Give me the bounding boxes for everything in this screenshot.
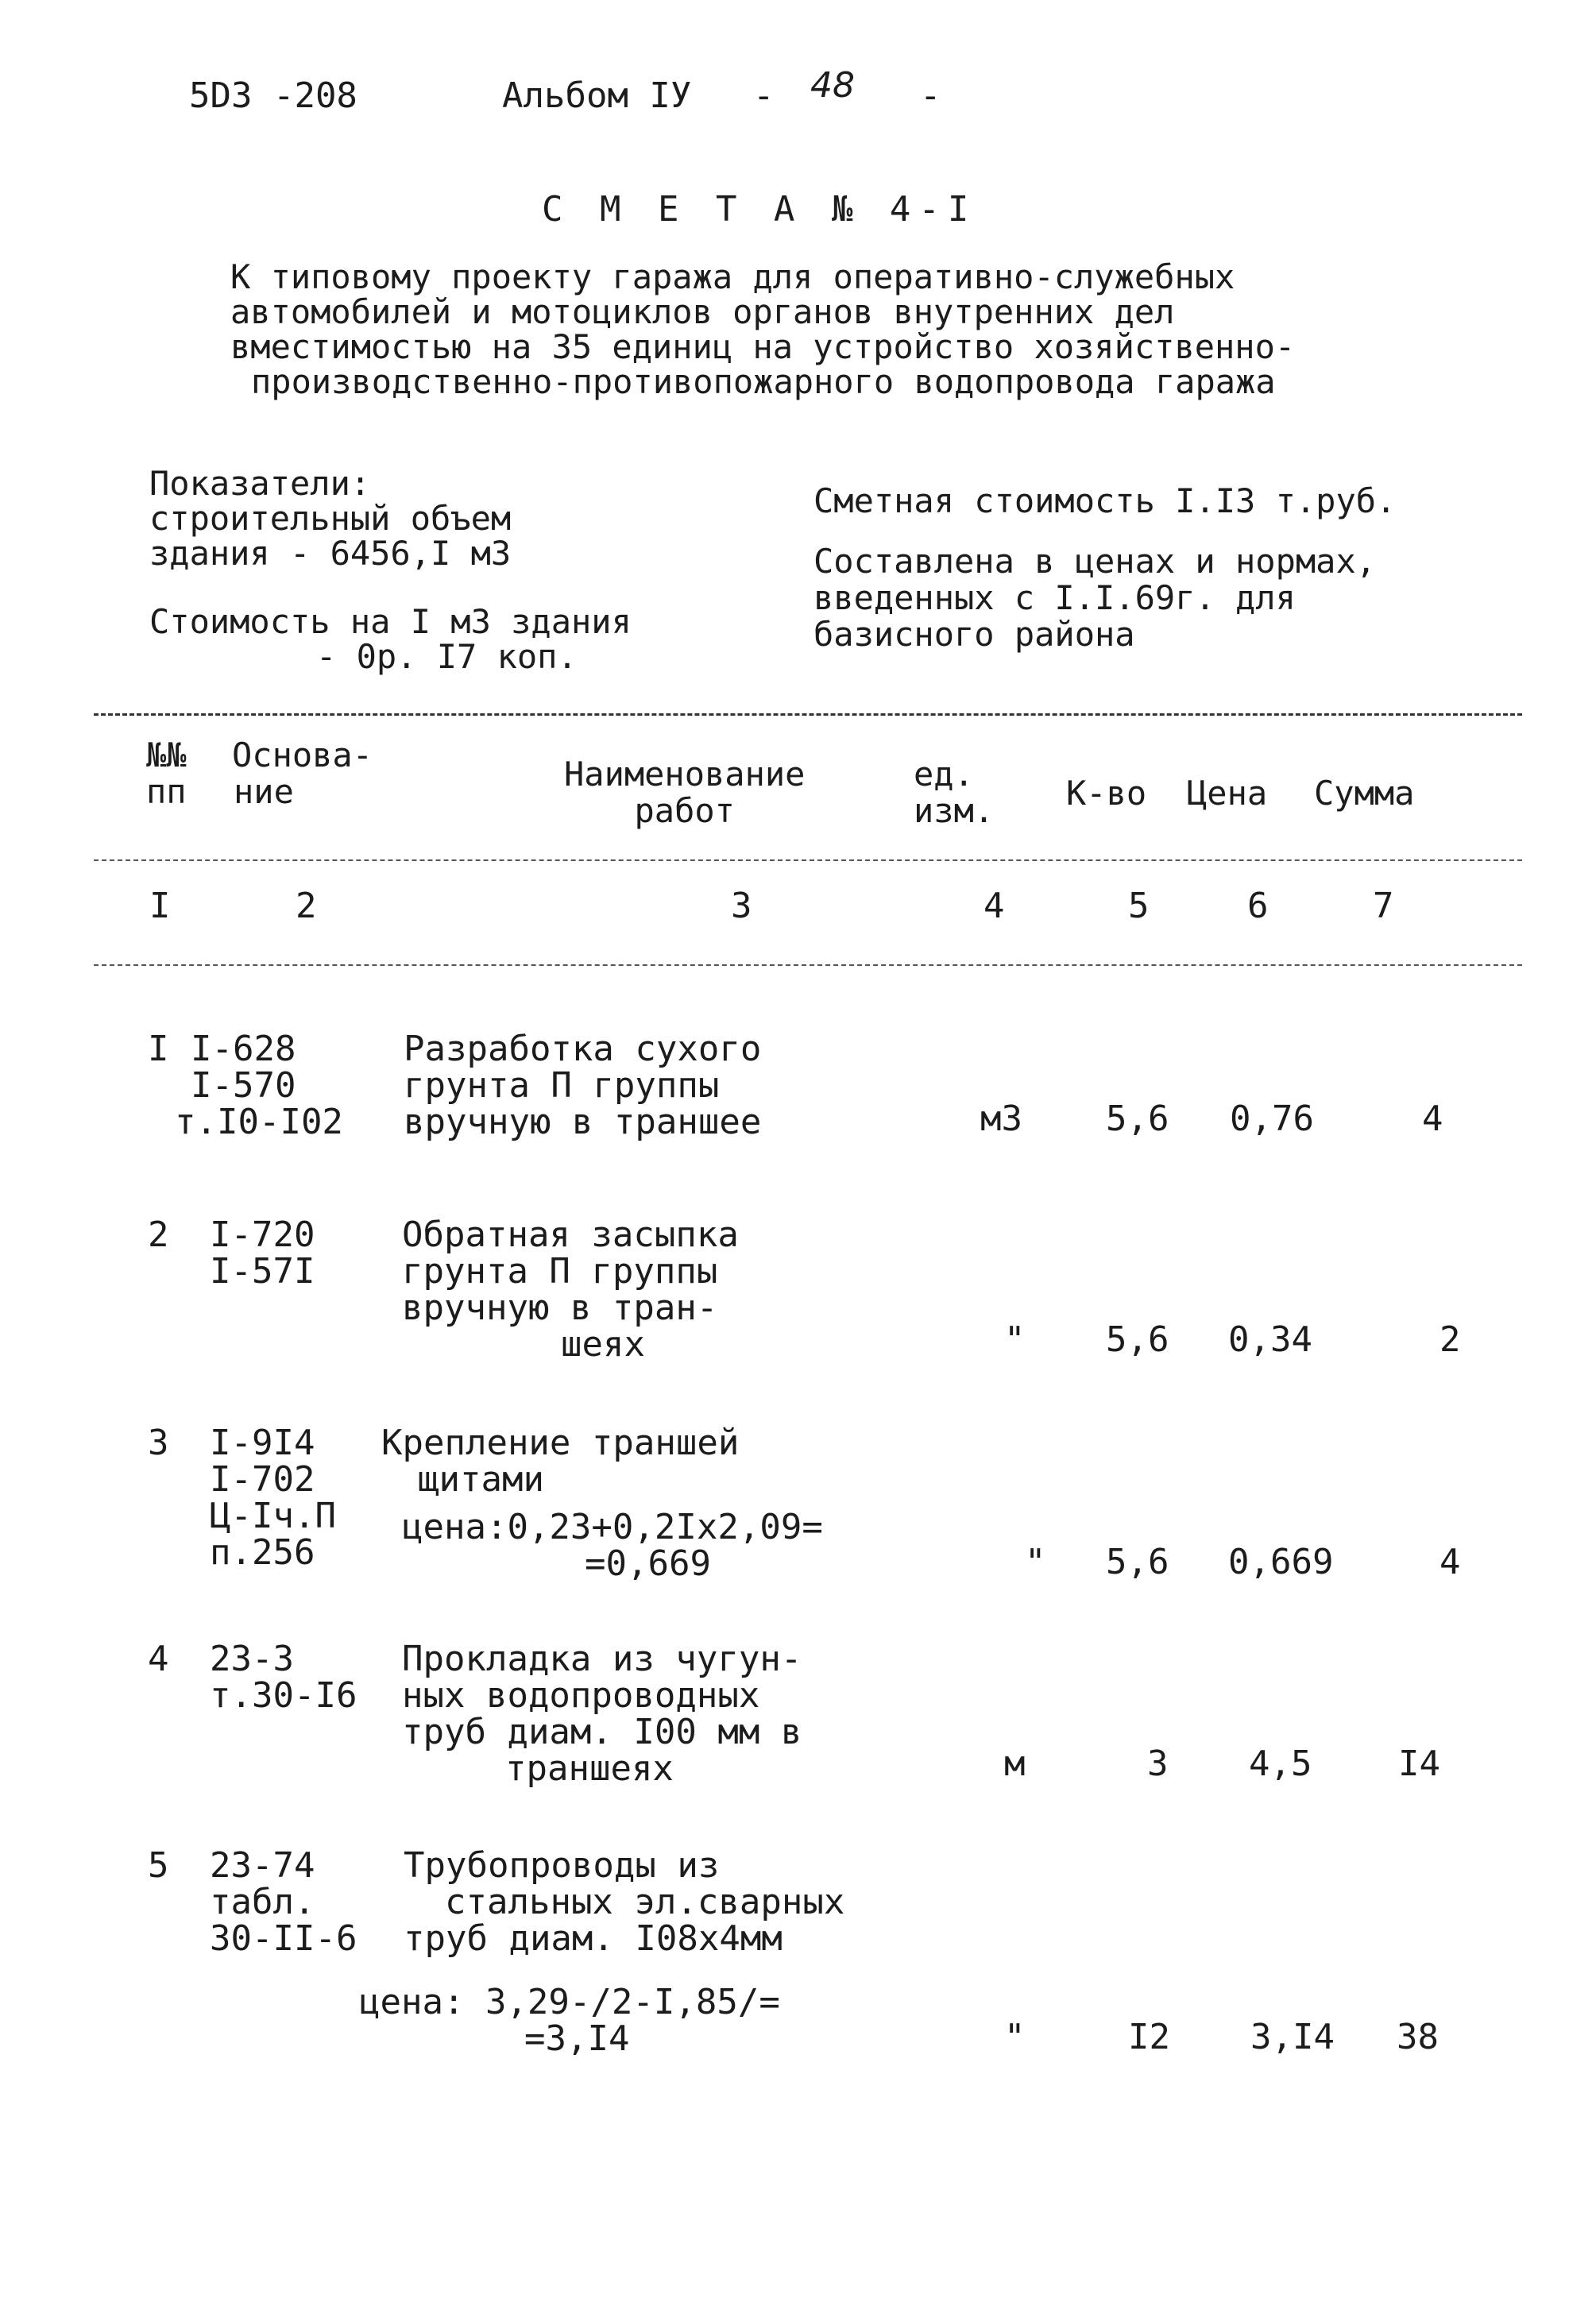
row-4-name-line-2: ных водопроводных xyxy=(402,1675,760,1716)
header-price: Цена xyxy=(1187,774,1268,813)
row-1-basis-line-2: I-570 xyxy=(191,1065,296,1106)
col-number-2: 2 xyxy=(296,886,317,926)
row-3-formula-line-2: =0,669 xyxy=(585,1543,711,1584)
table-top-rule xyxy=(94,713,1522,716)
row-3-formula-line-1: цена:0,23+0,2Iх2,09= xyxy=(402,1507,823,1547)
row-2-no: 2 xyxy=(148,1215,169,1255)
col-number-5: 5 xyxy=(1128,886,1150,926)
header-basis-line-1: Основа- xyxy=(232,736,373,774)
row-1-sum: 4 xyxy=(1422,1099,1443,1139)
row-4-no: 4 xyxy=(148,1639,169,1679)
document-code: 5D3 -208 xyxy=(189,75,357,116)
row-5-name-line-1: Трубопроводы из xyxy=(404,1845,720,1886)
row-4-unit: м xyxy=(1004,1744,1026,1784)
row-5-no: 5 xyxy=(148,1845,169,1886)
row-3-qty: 5,6 xyxy=(1106,1542,1169,1582)
row-2-basis-line-1: I-720 xyxy=(210,1215,315,1255)
cost-per-m3-line-2: - 0р. I7 коп. xyxy=(316,637,578,676)
row-2-qty: 5,6 xyxy=(1106,1319,1169,1360)
row-5-name xyxy=(404,1845,845,1959)
row-1-name xyxy=(404,1031,761,1141)
row-1-name-line-1: Разработка сухого xyxy=(404,1029,762,1069)
volume-line-2: здания - 6456,I м3 xyxy=(149,534,512,573)
header-name-line-1: Наименование xyxy=(564,755,806,794)
prices-line-3: базисного района xyxy=(813,615,1135,654)
header-basis xyxy=(232,737,373,810)
row-4-basis-line-1: 23-3 xyxy=(210,1639,294,1679)
row-3-name-line-1: Крепление траншей xyxy=(381,1423,740,1463)
row-5-basis xyxy=(210,1845,357,1959)
row-4-basis-line-2: т.30-I6 xyxy=(210,1675,357,1716)
subtitle-line-3: вместимостью на 35 единиц на устройство хозяйственно- xyxy=(230,327,1296,366)
estimate-title: С М Е Т А № 4-I xyxy=(542,189,977,230)
row-5-unit: " xyxy=(1004,2017,1026,2057)
subtitle-line-4: производственно-противопожарного водопровода гаража xyxy=(251,362,1276,401)
col-number-6: 6 xyxy=(1247,886,1269,926)
row-3-sum: 4 xyxy=(1439,1542,1461,1582)
page-dash-left: - xyxy=(753,75,775,116)
row-4-price: 4,5 xyxy=(1249,1744,1312,1784)
header-no-line-1: №№ xyxy=(146,736,187,774)
row-3-basis-line-4: п.256 xyxy=(210,1532,315,1573)
header-unit-line-1: ед. xyxy=(914,755,974,794)
row-2-name-line-2: грунта П группы xyxy=(402,1251,718,1292)
page-number: 48 xyxy=(810,65,855,106)
row-4-name-line-3: труб диам. I00 мм в xyxy=(402,1712,802,1752)
cost-per-m3-line-1: Стоимость на I м3 здания xyxy=(149,602,632,641)
row-1-unit: м3 xyxy=(980,1099,1022,1139)
colnum-bottom-rule xyxy=(94,964,1522,966)
row-5-formula-line-1: цена: 3,29-/2-I,85/= xyxy=(359,1982,780,2022)
row-2-basis-line-2: I-57I xyxy=(210,1251,315,1292)
row-1-qty: 5,6 xyxy=(1106,1099,1169,1139)
row-2-name-line-4: шеях xyxy=(561,1324,645,1365)
prices-line-2: введенных с I.I.69г. для xyxy=(813,578,1296,617)
album-label: Альбом IУ xyxy=(502,75,692,116)
row-3-name xyxy=(381,1425,739,1498)
row-2-name-line-3: вручную в тран- xyxy=(402,1288,718,1328)
header-no-line-2: пп xyxy=(146,772,187,811)
row-1-no: I xyxy=(148,1029,169,1069)
row-5-name-line-2: стальных эл.сварных xyxy=(445,1882,845,1922)
row-3-basis xyxy=(210,1425,336,1571)
row-3-price: 0,669 xyxy=(1228,1542,1334,1582)
row-3-basis-line-1: I-9I4 xyxy=(210,1423,315,1463)
row-1-price: 0,76 xyxy=(1230,1099,1314,1139)
row-5-sum: 38 xyxy=(1397,2017,1439,2057)
col-number-7: 7 xyxy=(1373,886,1394,926)
header-sum: Сумма xyxy=(1314,774,1415,813)
row-4-name-line-4: траншеях xyxy=(505,1748,674,1789)
row-1-basis xyxy=(175,1031,343,1141)
row-4-qty: 3 xyxy=(1147,1744,1169,1784)
row-5-basis-line-1: 23-74 xyxy=(210,1845,315,1886)
header-name xyxy=(564,756,805,829)
subtitle-line-1: К типовому проекту гаража для оперативно-служебных xyxy=(230,257,1235,296)
row-1-name-line-2: грунта П группы xyxy=(404,1065,720,1106)
header-name-line-2: работ xyxy=(634,791,735,830)
indicators-label: Показатели: xyxy=(149,464,371,503)
row-5-basis-line-2: табл. xyxy=(210,1882,315,1922)
row-3-basis-line-3: Ц-Iч.П xyxy=(210,1496,336,1536)
volume-line-1: строительный объем xyxy=(149,499,512,538)
prices-line-1: Составлена в ценах и нормах, xyxy=(813,542,1377,581)
row-2-name xyxy=(402,1217,739,1363)
row-2-price: 0,34 xyxy=(1228,1319,1312,1360)
row-3-formula xyxy=(402,1509,823,1582)
row-5-price: 3,I4 xyxy=(1250,2017,1335,2057)
row-3-basis-line-2: I-702 xyxy=(210,1459,315,1500)
row-1-basis-line-1: I-628 xyxy=(191,1029,296,1069)
row-4-name-line-1: Прокладка из чугун- xyxy=(402,1639,802,1679)
row-1-basis-line-3: т.I0-I02 xyxy=(175,1102,343,1142)
row-5-basis-line-3: 30-II-6 xyxy=(210,1918,357,1959)
row-5-qty: I2 xyxy=(1128,2017,1170,2057)
row-2-basis xyxy=(210,1217,315,1290)
row-1-name-line-3: вручную в траншее xyxy=(404,1102,762,1142)
header-unit xyxy=(914,756,994,829)
header-unit-line-2: изм. xyxy=(914,791,995,830)
header-no xyxy=(146,737,187,810)
row-2-sum: 2 xyxy=(1439,1319,1461,1360)
page-dash-right: - xyxy=(920,75,941,116)
col-number-4: 4 xyxy=(983,886,1005,926)
row-3-no: 3 xyxy=(148,1423,169,1463)
row-2-unit: " xyxy=(1004,1319,1026,1360)
estimate-cost: Сметная стоимость I.I3 т.руб. xyxy=(813,481,1397,520)
row-5-formula xyxy=(359,1984,780,2057)
row-3-name-line-2: щитами xyxy=(418,1459,544,1500)
col-number-3: 3 xyxy=(731,886,752,926)
row-4-sum: I4 xyxy=(1398,1744,1440,1784)
row-5-formula-line-2: =3,I4 xyxy=(524,2018,630,2059)
row-3-unit: " xyxy=(1025,1542,1046,1582)
subtitle-line-2: автомобилей и мотоциклов органов внутренних дел xyxy=(230,292,1175,331)
row-4-name xyxy=(402,1641,802,1787)
row-2-name-line-1: Обратная засыпка xyxy=(402,1215,739,1255)
header-qty: К-во xyxy=(1066,774,1147,813)
col-number-1: I xyxy=(149,886,171,926)
row-5-name-line-3: труб диам. I08х4мм xyxy=(404,1918,783,1959)
header-basis-line-2: ние xyxy=(234,772,294,811)
header-bottom-rule xyxy=(94,859,1522,861)
row-4-basis xyxy=(210,1641,357,1714)
